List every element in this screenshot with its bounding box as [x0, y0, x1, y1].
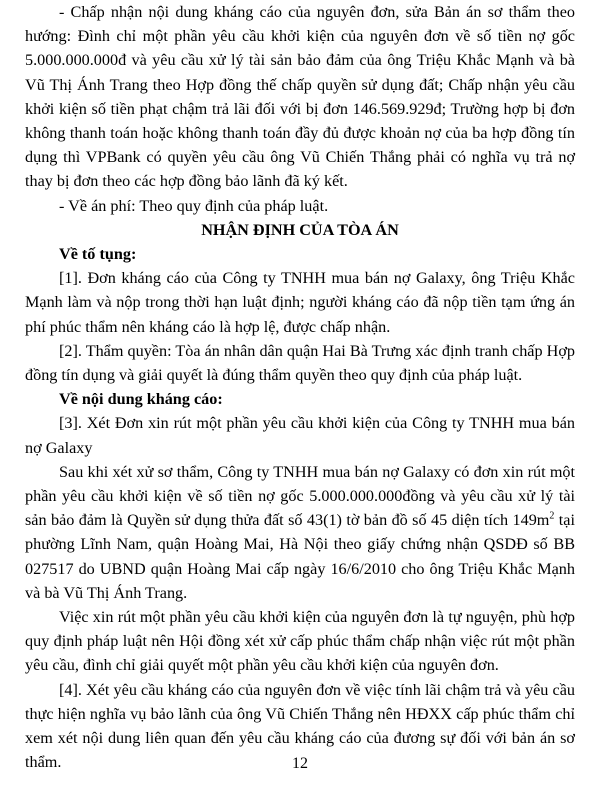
paragraph-1: [1]. Đơn kháng cáo của Công ty TNHH mua bán nợ Galaxy, ông Triệu Khắc Mạnh làm và nộp trong thời hạn luật định; người kháng cáo đã nộp tiền tạm ứng án phí phúc thẩm nên kháng cáo là hợp lệ, được chấp nhận. — [25, 269, 575, 336]
area-unit-superscript: 2 — [549, 510, 555, 522]
court-fee-paragraph: - Về án phí: Theo quy định của pháp luật. — [59, 196, 329, 215]
section-heading: NHẬN ĐỊNH CỦA TÒA ÁN — [201, 220, 399, 239]
paragraph-3b — [25, 460, 575, 605]
subheading-procedure: Về tố tụng: — [59, 245, 137, 264]
paragraph-3c: Việc xin rút một phần yêu cầu khởi kiện của nguyên đơn là tự nguyện, phù hợp quy định pháp luật nên Hội đồng xét xử cấp phúc thẩm chấp nhận việc rút một phần yêu cầu, đình chỉ giải quyết một phần yêu cầu khởi kiện của nguyên đơn. — [25, 608, 575, 675]
paragraph-3b-text-cont: tại phường Lĩnh Nam, quận Hoàng Mai, Hà Nội theo giấy chứng nhận QSDĐ số BB 027517 do UBND quận Hoàng Mai cấp ngày 16/6/2010 cho ông Triệu Khắc Mạnh và bà Vũ Thị Ánh Trang. — [25, 511, 575, 602]
paragraph-2: [2]. Thẩm quyền: Tòa án nhân dân quận Hai Bà Trưng xác định tranh chấp Hợp đồng tín dụng và giải quyết là đúng thẩm quyền theo quy định của pháp luật. — [25, 341, 575, 385]
paragraph-3b-text: Sau khi xét xử sơ thẩm, Công ty TNHH mua bán nợ Galaxy có đơn xin rút một phần yêu cầu khởi kiện về số tiền nợ gốc 5.000.000.000đồng và yêu cầu xử lý tài sản bảo đảm là Quyền sử dụng thửa đất số 43(1) tờ bản đồ số 45 diện tích 149m — [25, 462, 575, 530]
paragraph-4: [4]. Xét yêu cầu kháng cáo của nguyên đơn về việc tính lãi chậm trả và yêu cầu thực hiện nghĩa vụ bảo lãnh của ông Vũ Chiến Thắng nên HĐXX cấp phúc thẩm chỉ xem xét nội dung liên quan đến yêu cầu kháng cáo của đương sự đối với bản án sơ thẩm. — [25, 680, 575, 772]
document-page — [25, 0, 575, 775]
subheading-appeal-content: Về nội dung kháng cáo: — [59, 390, 223, 409]
page-number: 12 — [292, 755, 308, 772]
intro-paragraph: - Chấp nhận nội dung kháng cáo của nguyên đơn, sửa Bản án sơ thẩm theo hướng: Đình chỉ một phần yêu cầu khởi kiện của nguyên đơn về số tiền nợ gốc 5.000.000.000đ và yêu cầu xử lý tài sản bảo đảm của ông Triệu Khắc Mạnh và bà Vũ Thị Ánh Trang theo Hợp đồng thế chấp quyền sử dụng đất; Chấp nhận yêu cầu khởi kiện số tiền phạt chậm trả lãi đối với bị đơn 146.569.929đ; Trường hợp bị đơn không thanh toán hoặc không thanh toán đầy đủ được khoản nợ của ba hợp đồng tín dụng thì VPBank có quyền yêu cầu ông Vũ Chiến Thắng phải có nghĩa vụ trả nợ thay bị đơn theo các hợp đồng bảo lãnh đã ký kết. — [25, 3, 575, 191]
paragraph-3: [3]. Xét Đơn xin rút một phần yêu cầu khởi kiện của Công ty TNHH mua bán nợ Galaxy — [25, 414, 575, 457]
